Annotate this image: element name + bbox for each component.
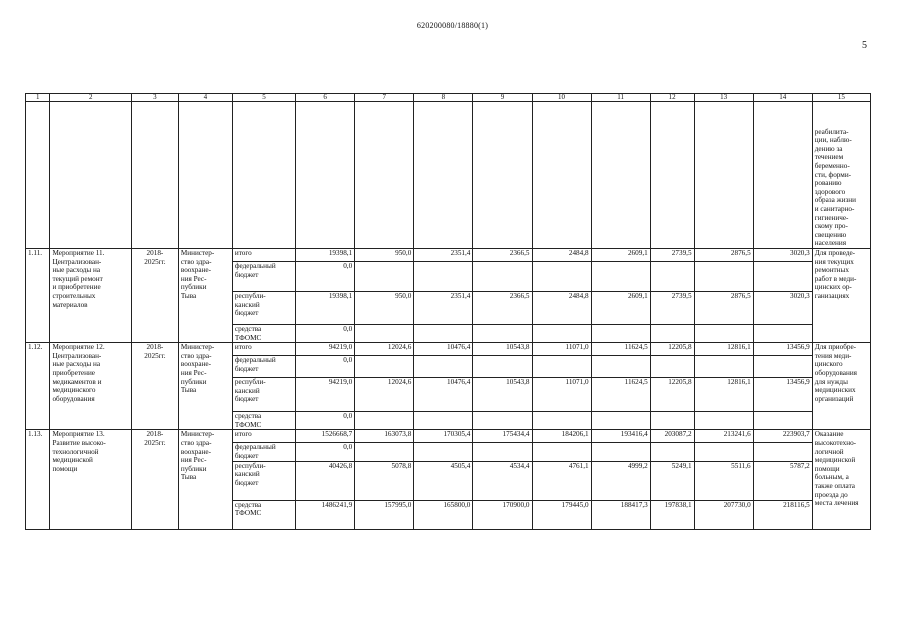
amount-cell xyxy=(414,443,473,461)
amount-cell: 2876,5 xyxy=(694,292,753,325)
amount-cell: 0,0 xyxy=(296,443,355,461)
column-header: 12 xyxy=(650,94,694,102)
amount-cell: 19398,1 xyxy=(296,292,355,325)
amount-cell xyxy=(414,356,473,378)
amount-cell: 0,0 xyxy=(296,262,355,292)
amount-cell: 2484,8 xyxy=(532,249,591,262)
measure-executor: Министер- ство здра- воохране- ния Рес- публики Тыва xyxy=(178,343,232,430)
amount-cell xyxy=(414,412,473,430)
amount-cell: 950,0 xyxy=(355,292,414,325)
table-row xyxy=(26,343,871,356)
measure-executor: Министер- ство здра- воохране- ния Рес- публики Тыва xyxy=(178,249,232,343)
amount-cell: 11624,5 xyxy=(591,343,650,356)
amount-cell xyxy=(650,325,694,343)
amount-cell xyxy=(650,412,694,430)
funding-source: средства ТФОМС xyxy=(232,500,295,529)
amount-cell: 3020,3 xyxy=(753,292,812,325)
amount-cell xyxy=(473,262,532,292)
amount-cell: 2739,5 xyxy=(650,249,694,262)
measure-number: 1.13. xyxy=(26,430,50,529)
amount-cell xyxy=(753,412,812,430)
amount-cell: 218116,5 xyxy=(753,500,812,529)
amount-cell xyxy=(753,443,812,461)
funding-source: республи- канский бюджет xyxy=(232,378,295,412)
amount-cell: 2366,5 xyxy=(473,249,532,262)
amount-cell xyxy=(355,412,414,430)
amount-cell xyxy=(694,443,753,461)
amount-cell xyxy=(694,325,753,343)
column-header: 7 xyxy=(355,94,414,102)
amount-cell: 94219,0 xyxy=(296,343,355,356)
column-header: 2 xyxy=(50,94,132,102)
amount-cell: 193416,4 xyxy=(591,430,650,443)
column-header: 4 xyxy=(178,94,232,102)
amount-cell: 2351,4 xyxy=(414,249,473,262)
amount-cell: 5249,1 xyxy=(650,461,694,500)
amount-cell xyxy=(414,262,473,292)
amount-cell xyxy=(650,356,694,378)
amount-cell: 3020,3 xyxy=(753,249,812,262)
amount-cell: 188417,3 xyxy=(591,500,650,529)
amount-cell: 179445,0 xyxy=(532,500,591,529)
amount-cell xyxy=(694,356,753,378)
funding-source: средства ТФОМС xyxy=(232,325,295,343)
amount-cell: 94219,0 xyxy=(296,378,355,412)
amount-cell xyxy=(591,356,650,378)
measure-name: Мероприятие 13. Развитие высоко- технологичной медицинской помощи xyxy=(50,430,132,529)
amount-cell xyxy=(532,262,591,292)
measure-number: 1.12. xyxy=(26,343,50,430)
amount-cell: 4999,2 xyxy=(591,461,650,500)
amount-cell xyxy=(650,262,694,292)
page-number: 5 xyxy=(862,40,867,51)
column-header: 13 xyxy=(694,94,753,102)
funding-source: итого xyxy=(232,430,295,443)
amount-cell: 1526668,7 xyxy=(296,430,355,443)
amount-cell xyxy=(473,356,532,378)
amount-cell xyxy=(414,325,473,343)
amount-cell: 2876,5 xyxy=(694,249,753,262)
amount-cell xyxy=(753,356,812,378)
amount-cell: 13456,9 xyxy=(753,343,812,356)
funding-source: республи- канский бюджет xyxy=(232,292,295,325)
amount-cell xyxy=(591,262,650,292)
measure-name: Мероприятие 12. Централизован- ные расходы на приобретение медикаментов и медицинского оборудования xyxy=(50,343,132,430)
amount-cell: 184206,1 xyxy=(532,430,591,443)
amount-cell: 5787,2 xyxy=(753,461,812,500)
amount-cell: 207730,0 xyxy=(694,500,753,529)
amount-cell: 2484,8 xyxy=(532,292,591,325)
amount-cell: 12024,6 xyxy=(355,343,414,356)
expected-result: Оказание высокотехно- логичной медицинской помощи больным, а также оплата проезда до места лечения xyxy=(812,430,870,529)
amount-cell: 11071,0 xyxy=(532,343,591,356)
amount-cell: 170900,0 xyxy=(473,500,532,529)
amount-cell: 12024,6 xyxy=(355,378,414,412)
amount-cell xyxy=(753,325,812,343)
column-header: 10 xyxy=(532,94,591,102)
column-header: 11 xyxy=(591,94,650,102)
column-header: 14 xyxy=(753,94,812,102)
amount-cell: 4505,4 xyxy=(414,461,473,500)
measure-period: 2018- 2025гг. xyxy=(131,249,178,343)
amount-cell: 12816,1 xyxy=(694,378,753,412)
amount-cell: 2351,4 xyxy=(414,292,473,325)
amount-cell xyxy=(650,443,694,461)
amount-cell: 19398,1 xyxy=(296,249,355,262)
amount-cell: 175434,4 xyxy=(473,430,532,443)
amount-cell xyxy=(591,443,650,461)
carryover-note: реабилита- ции, наблю- дению за течением беременно- сти, форми- рованию здорового образа жизни и санитарно- гигиениче- скому про- свещению населения xyxy=(812,102,870,249)
amount-cell: 4534,4 xyxy=(473,461,532,500)
amount-cell: 10543,8 xyxy=(473,343,532,356)
amount-cell: 10476,4 xyxy=(414,343,473,356)
amount-cell: 2609,1 xyxy=(591,249,650,262)
table-row xyxy=(26,430,871,443)
column-header: 1 xyxy=(26,94,50,102)
amount-cell xyxy=(591,412,650,430)
amount-cell xyxy=(532,443,591,461)
amount-cell xyxy=(532,325,591,343)
funding-source: итого xyxy=(232,249,295,262)
amount-cell: 12205,8 xyxy=(650,378,694,412)
amount-cell: 12816,1 xyxy=(694,343,753,356)
amount-cell xyxy=(473,412,532,430)
amount-cell xyxy=(355,443,414,461)
measure-period: 2018- 2025гг. xyxy=(131,430,178,529)
column-header: 6 xyxy=(296,94,355,102)
amount-cell xyxy=(694,412,753,430)
column-header: 3 xyxy=(131,94,178,102)
measure-number: 1.11. xyxy=(26,249,50,343)
measure-period: 2018- 2025гг. xyxy=(131,343,178,430)
document-id: 620200080/18880(1) xyxy=(416,21,489,30)
amount-cell: 223903,7 xyxy=(753,430,812,443)
funding-source: федеральный бюджет xyxy=(232,262,295,292)
amount-cell xyxy=(532,356,591,378)
amount-cell: 5078,8 xyxy=(355,461,414,500)
amount-cell xyxy=(532,412,591,430)
measure-name: Мероприятие 11. Централизован- ные расходы на текущий ремонт и приобретение строительных материалов xyxy=(50,249,132,343)
amount-cell: 0,0 xyxy=(296,412,355,430)
amount-cell xyxy=(591,325,650,343)
amount-cell xyxy=(355,262,414,292)
funding-source: итого xyxy=(232,343,295,356)
program-table xyxy=(25,93,871,530)
amount-cell: 11624,5 xyxy=(591,378,650,412)
amount-cell: 10476,4 xyxy=(414,378,473,412)
amount-cell: 1486241,9 xyxy=(296,500,355,529)
amount-cell: 0,0 xyxy=(296,325,355,343)
carryover-row xyxy=(26,102,871,249)
header-row xyxy=(26,94,871,102)
amount-cell xyxy=(753,262,812,292)
expected-result: Для приобре- тения меди- цинского оборудования для нужды медицинских организаций xyxy=(812,343,870,430)
amount-cell: 165800,0 xyxy=(414,500,473,529)
amount-cell: 4761,1 xyxy=(532,461,591,500)
amount-cell: 213241,6 xyxy=(694,430,753,443)
amount-cell xyxy=(694,262,753,292)
amount-cell: 157995,0 xyxy=(355,500,414,529)
amount-cell: 2609,1 xyxy=(591,292,650,325)
amount-cell xyxy=(355,325,414,343)
amount-cell: 12205,8 xyxy=(650,343,694,356)
amount-cell xyxy=(355,356,414,378)
funding-source: федеральный бюджет xyxy=(232,443,295,461)
amount-cell: 203087,2 xyxy=(650,430,694,443)
column-header: 8 xyxy=(414,94,473,102)
funding-source: федеральный бюджет xyxy=(232,356,295,378)
funding-source: республи- канский бюджет xyxy=(232,461,295,500)
amount-cell: 2366,5 xyxy=(473,292,532,325)
amount-cell: 0,0 xyxy=(296,356,355,378)
amount-cell: 950,0 xyxy=(355,249,414,262)
measure-executor: Министер- ство здра- воохране- ния Рес- публики Тыва xyxy=(178,430,232,529)
amount-cell: 11071,0 xyxy=(532,378,591,412)
column-header: 5 xyxy=(232,94,295,102)
amount-cell: 170305,4 xyxy=(414,430,473,443)
funding-source: средства ТФОМС xyxy=(232,412,295,430)
amount-cell: 197838,1 xyxy=(650,500,694,529)
amount-cell: 10543,8 xyxy=(473,378,532,412)
amount-cell: 13456,9 xyxy=(753,378,812,412)
table-row xyxy=(26,249,871,262)
amount-cell: 2739,5 xyxy=(650,292,694,325)
column-header: 9 xyxy=(473,94,532,102)
column-header: 15 xyxy=(812,94,870,102)
amount-cell: 163073,8 xyxy=(355,430,414,443)
amount-cell: 5511,6 xyxy=(694,461,753,500)
amount-cell: 40426,8 xyxy=(296,461,355,500)
expected-result: Для проведе- ния текущих ремонтных работ в меди- цинских ор- ганизациях xyxy=(812,249,870,343)
amount-cell xyxy=(473,443,532,461)
amount-cell xyxy=(473,325,532,343)
